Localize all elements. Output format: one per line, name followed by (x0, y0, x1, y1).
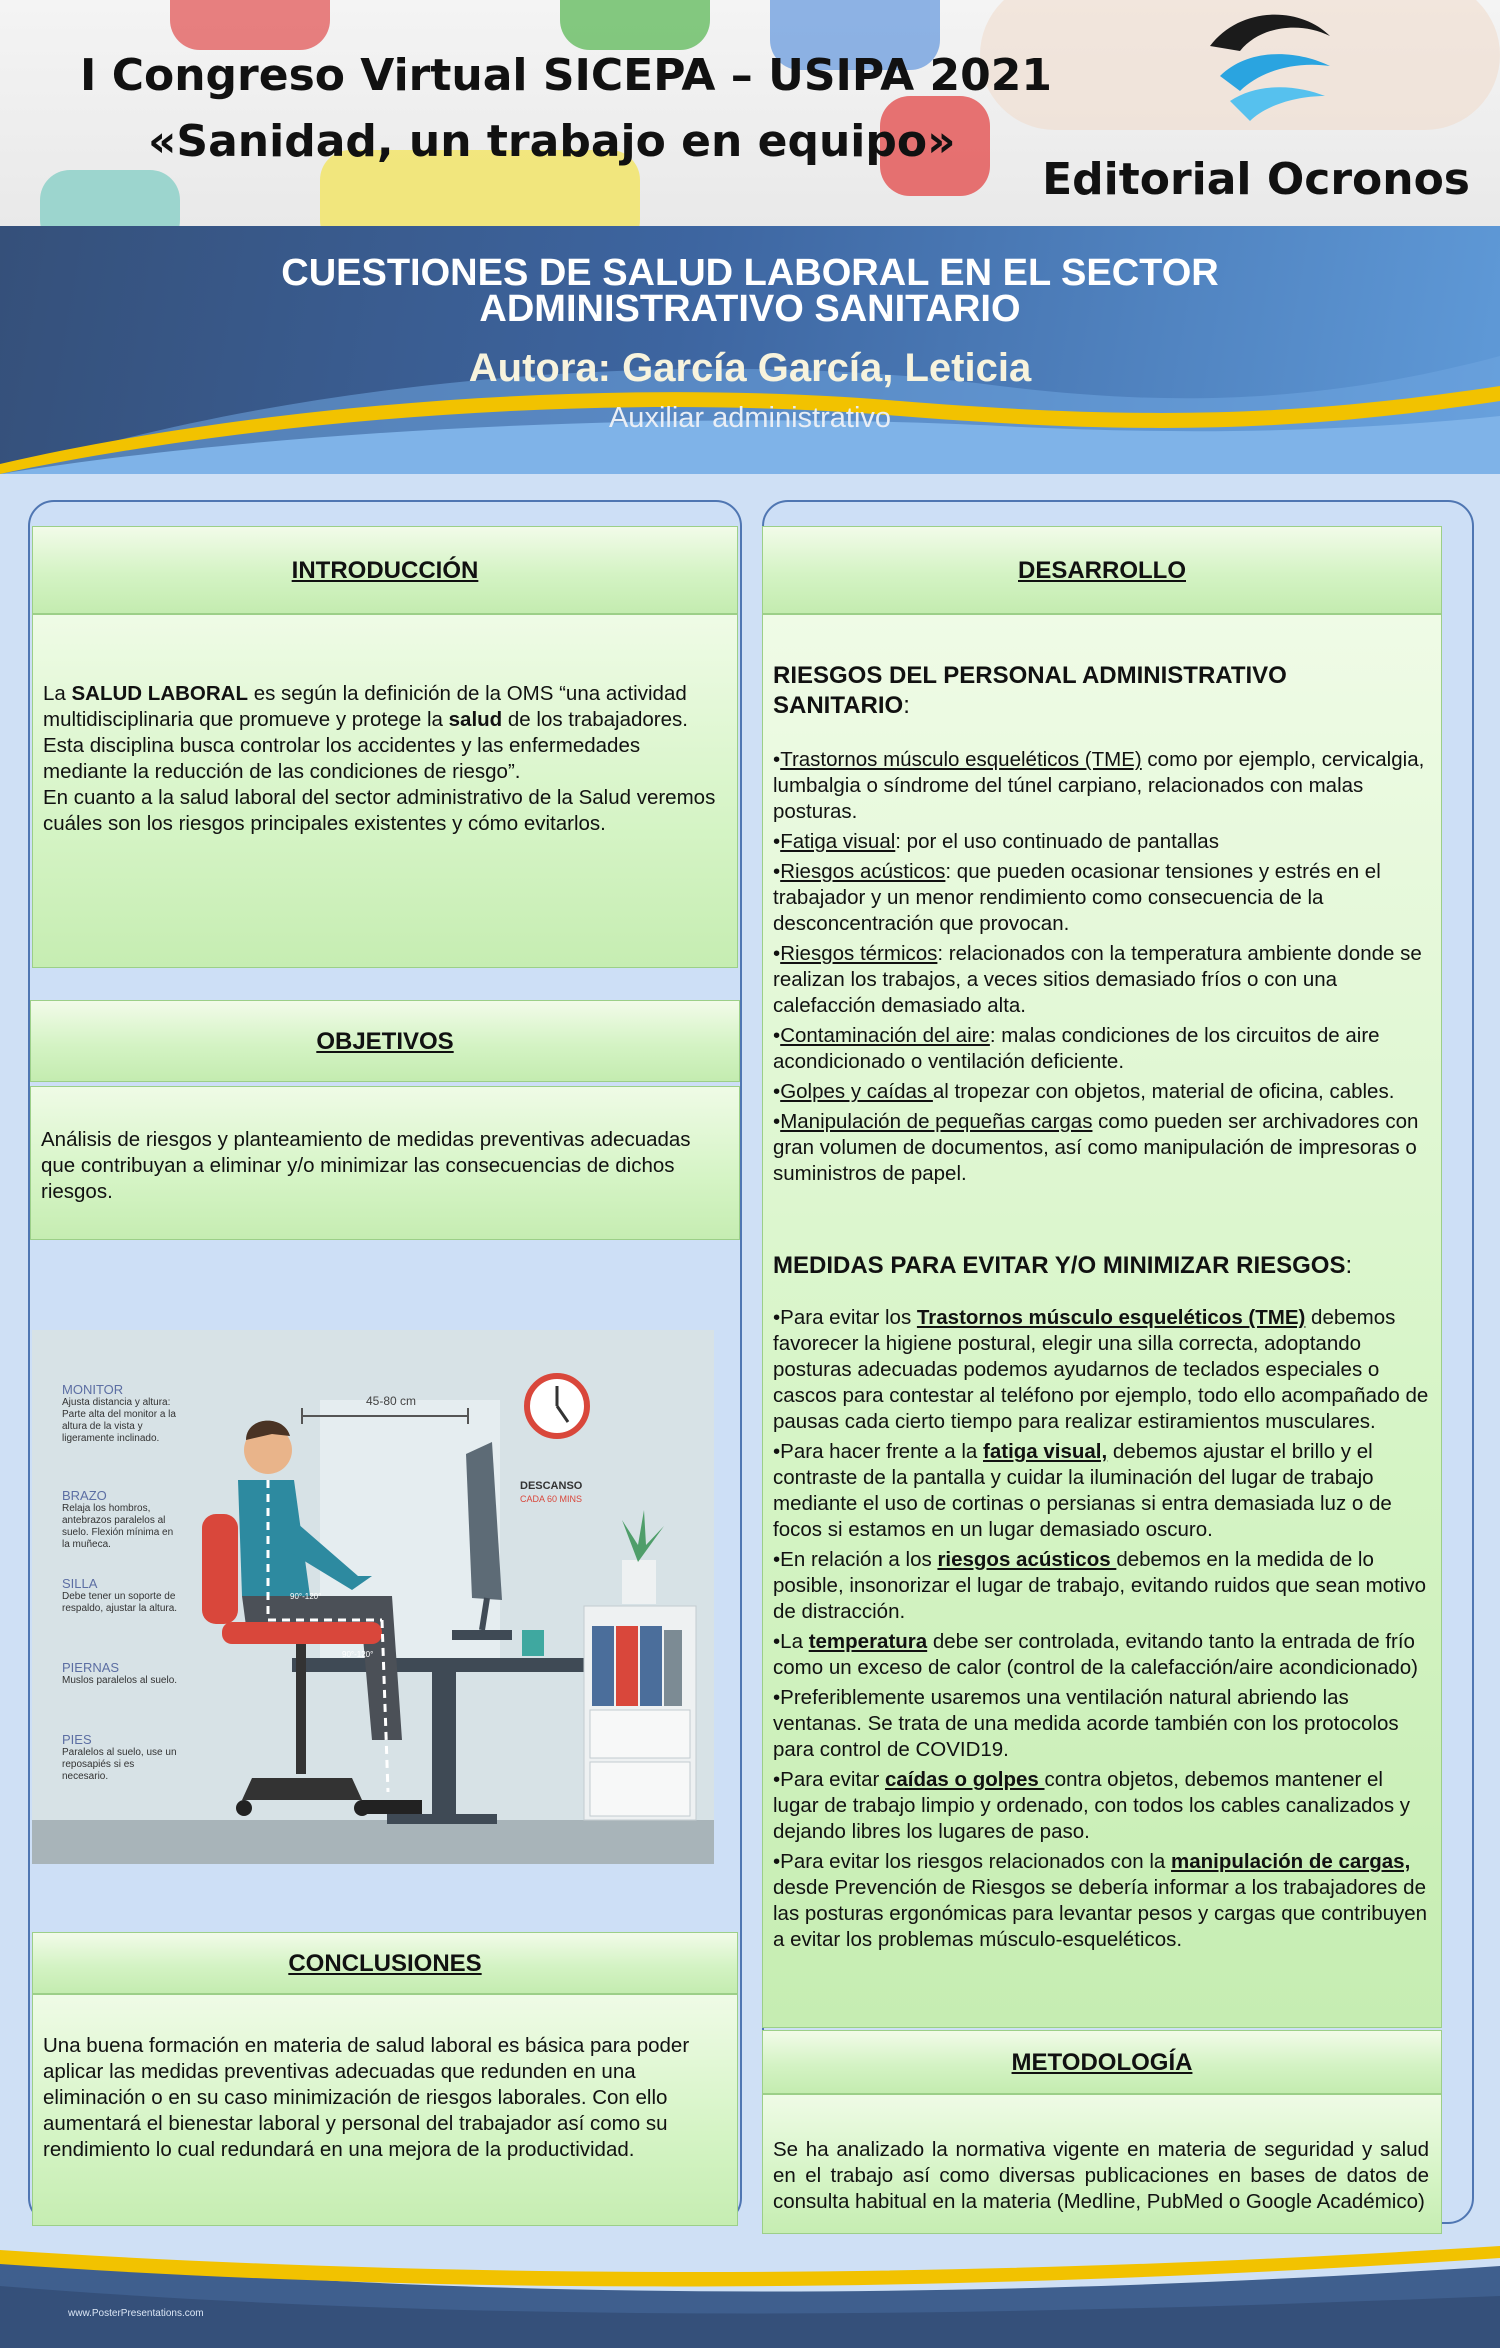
break-label: DESCANSO (520, 1480, 583, 1492)
riesgo-item: •Fatiga visual: por el uso continuado de pantallas (773, 830, 1219, 853)
riesgo-item: •Riesgos acústicos: que pueden ocasionar tensiones y estrés en el trabajador y un menor rendimiento como consecuencia de la desconcentración que provocan. (773, 860, 1381, 935)
puzzle-piece-teal (40, 170, 180, 226)
medida-pre: •Para hacer frente a la (773, 1440, 984, 1463)
medida-term: fatiga visual, (983, 1440, 1108, 1463)
conclusiones-heading-text: CONCLUSIONES (288, 1950, 482, 1977)
medida-term: Trastornos músculo esqueléticos (TME) (916, 1306, 1306, 1329)
puzzle-piece-green (560, 0, 710, 50)
medida-term: riesgos acústicos (937, 1548, 1117, 1571)
medida-item (773, 1767, 1429, 1845)
conclusiones-heading (32, 1932, 738, 1994)
medida-pre: •La (773, 1630, 809, 1653)
medida-item (773, 1439, 1429, 1543)
riesgos-title: RIESGOS DEL PERSONAL ADMINISTRATIVO SANITARIO: (773, 662, 1287, 719)
introduccion-body (32, 614, 738, 968)
medida-post: debemos ajustar el brillo y el contraste de la pantalla y cuidar la iluminación del lugar de trabajo mediante el uso de cortinas o persianas si entra demasiada luz o de focos si estamos en un lugar demasiado oscuro. (773, 1440, 1392, 1541)
ergo-item-brazo (62, 1488, 182, 1551)
medida-pre: •En relación a los (773, 1548, 938, 1571)
ergo-item-title: BRAZO (62, 1488, 107, 1503)
riesgo-text: como pueden ser archivadores con gran volumen de documentos, así como manipulación de impresoras o suministros de papel. (773, 1110, 1419, 1185)
author-role: Auxiliar administrativo (608, 402, 892, 434)
ergo-item-silla (62, 1576, 182, 1615)
author-name: Autora: García García, Leticia (468, 346, 1032, 390)
metodologia-heading (762, 2030, 1442, 2094)
publisher-name: Editorial Ocronos (1042, 154, 1470, 205)
objetivos-body (30, 1086, 740, 1240)
riesgo-term: Contaminación del aire (780, 1024, 990, 1047)
intro-text-c: es según la definición de la OMS “una actividad multidisciplinaria que promueve y protege la (43, 682, 687, 731)
header (0, 0, 1500, 226)
ergonomics-illustration (32, 1330, 714, 1864)
intro-text-a: La (43, 682, 72, 705)
riesgo-text: como por ejemplo, cervicalgia, lumbalgia o síndrome del túnel carpiano, relacionados con malas posturas. (773, 748, 1425, 823)
ergo-item-monitor (62, 1382, 182, 1445)
riesgo-item: •Trastornos músculo esqueléticos (TME) como por ejemplo, cervicalgia, lumbalgia o síndrome del túnel carpiano, relacionados con malas posturas. (773, 748, 1425, 823)
angle-knee-label: 90°-120° (342, 1650, 374, 1659)
ergo-item-title: PIES (62, 1732, 92, 1747)
distance-label: 45-80 cm (366, 1394, 417, 1408)
riesgos-title-text: RIESGOS DEL PERSONAL ADMINISTRATIVO SANITARIO (773, 662, 1287, 719)
desarrollo-body (762, 614, 1442, 2028)
objetivos-heading-text: OBJETIVOS (316, 1028, 454, 1055)
metodologia-text: Se ha analizado la normativa vigente en materia de seguridad y salud en el trabajo así como diversas publicaciones en bases de datos de consulta habitual en la materia (Medline, PubMed o Google Académico) (773, 2138, 1429, 2213)
riesgo-term: Manipulación de pequeñas cargas (780, 1110, 1093, 1133)
riesgo-term: Fatiga visual (780, 830, 896, 853)
medidas-title: MEDIDAS PARA EVITAR Y/O MINIMIZAR RIESGOS: (773, 1252, 1353, 1279)
metodologia-body (762, 2094, 1442, 2234)
riesgo-text: : por el uso continuado de pantallas (895, 830, 1219, 853)
riesgo-term: Riesgos térmicos (780, 942, 938, 965)
riesgo-item: •Manipulación de pequeñas cargas como pueden ser archivadores con gran volumen de documentos, así como manipulación de impresoras o suministros de papel. (773, 1110, 1419, 1185)
objetivos-heading (30, 1000, 740, 1082)
medida-term: caídas o golpes (885, 1768, 1045, 1791)
introduccion-paragraph-1 (43, 681, 719, 785)
riesgo-text: : que pueden ocasionar tensiones y estrés en el trabajador y un menor rendimiento como consecuencia de la desconcentración que provocan. (773, 860, 1381, 935)
intro-term-salud: salud (448, 708, 503, 731)
medida-post: debemos favorecer la higiene postural, elegir una silla correcta, adoptando posturas adecuadas podemos ayudarnos de teclados especiales o cascos para contestar al teléfono por ejemplo, todo ello acompañado de pausas cada cierto tiempo para realizar estiramientos musculares. (773, 1306, 1429, 1433)
medida-term: temperatura (808, 1630, 928, 1653)
ergo-item-text: Ajusta distancia y altura: Parte alta del monitor a la altura de la vista y ligeramente inclinado. (62, 1397, 176, 1444)
riesgo-text: al tropezar con objetos, material de oficina, cables. (932, 1080, 1395, 1103)
ergo-item-title: SILLA (62, 1576, 98, 1591)
angle-arm-label: 90°-120° (290, 1592, 322, 1601)
ergo-item-piernas (62, 1660, 182, 1687)
medida-pre: •Para evitar los riesgos relacionados con la (773, 1850, 1172, 1873)
riesgo-item: •Golpes y caídas al tropezar con objetos, material de oficina, cables. (773, 1080, 1395, 1103)
desarrollo-heading (762, 526, 1442, 614)
medida-item (773, 1547, 1429, 1625)
congress-title: I Congreso Virtual SICEPA – USIPA 2021 (80, 50, 1052, 101)
introduccion-heading (32, 526, 738, 614)
metodologia-heading-text: METODOLOGÍA (1011, 2049, 1193, 2076)
medida-pre: •Para evitar los (773, 1306, 917, 1329)
title-banner (0, 226, 1500, 474)
poster-title-line1: CUESTIONES DE SALUD LABORAL EN EL SECTOR (281, 252, 1219, 294)
introduccion-heading-text: INTRODUCCIÓN (291, 557, 479, 584)
riesgo-text: : relacionados con la temperatura ambiente donde se realizan los trabajos, a veces sitios demasiado fríos o con una calefacción demasiado alta. (773, 942, 1422, 1017)
ergo-item-text: Muslos paralelos al suelo. (62, 1675, 178, 1686)
ergo-item-text: Relaja los hombros, antebrazos paralelos al suelo. Flexión mínima en la muñeca. (62, 1503, 174, 1550)
desarrollo-heading-text: DESARROLLO (1018, 557, 1186, 584)
riesgo-term: Riesgos acústicos (780, 860, 946, 883)
intro-term-salud-laboral: SALUD LABORAL (71, 682, 249, 705)
ergo-item-text: Paralelos al suelo, use un reposapiés si es necesario. (62, 1747, 177, 1782)
medida-item (773, 1629, 1429, 1681)
medida-term: manipulación de cargas, (1171, 1850, 1411, 1873)
medida-item (773, 1685, 1429, 1763)
footer-site: www.PosterPresentations.com (68, 2308, 204, 2319)
riesgo-item: •Riesgos térmicos: relacionados con la temperatura ambiente donde se realizan los trabajos, a veces sitios demasiado fríos o con una calefacción demasiado alta. (773, 942, 1422, 1017)
footer-wave (0, 2236, 1500, 2348)
objetivos-text: Análisis de riesgos y planteamiento de medidas preventivas adecuadas que contribuyan a eliminar y/o minimizar las consecuencias de dichos riesgos. (41, 1128, 691, 1203)
riesgo-term: Trastornos músculo esqueléticos (TME) (780, 748, 1142, 771)
ergo-item-title: MONITOR (62, 1382, 124, 1397)
ergo-item-pies (62, 1732, 182, 1783)
poster-title-line2: ADMINISTRATIVO SANITARIO (479, 288, 1021, 330)
medida-item (773, 1849, 1429, 1953)
conclusiones-body (32, 1994, 738, 2226)
break-detail: CADA 60 MINS (520, 1494, 583, 1504)
ergo-item-title: PIERNAS (62, 1660, 120, 1675)
medida-post: debemos en la medida de lo posible, insonorizar el lugar de trabajo, evitando ruidos que sean motivo de distracción. (773, 1548, 1426, 1623)
congress-motto: «Sanidad, un trabajo en equipo» (148, 116, 956, 167)
puzzle-piece-red (170, 0, 330, 50)
medida-pre: •Preferiblemente usaremos una ventilación natural abriendo las ventanas. Se trata de una medida acorde también con los protocolos para control de COVID19. (773, 1686, 1399, 1761)
medidas-title-text: MEDIDAS PARA EVITAR Y/O MINIMIZAR RIESGOS (773, 1252, 1346, 1279)
medida-post: desde Prevención de Riesgos se debería informar a los trabajadores de las posturas ergonómicas para levantar pesos y cargas que contribuyen a evitar los problemas músculo-esqueléticos. (773, 1876, 1428, 1951)
medida-post: debe ser controlada, evitando tanto la entrada de frío como un exceso de calor (control de la calefacción/aire acondicionado) (773, 1630, 1418, 1679)
medida-item (773, 1305, 1429, 1435)
riesgo-text: : malas condiciones de los circuitos de aire acondicionado o ventilación deficiente. (773, 1024, 1380, 1073)
intro-text-e: de los trabajadores. Esta disciplina busca controlar los accidentes y las enfermedades mediante la reducción de las condiciones de riesgo”. (43, 708, 688, 783)
introduccion-paragraph-2: En cuanto a la salud laboral del sector administrativo de la Salud veremos cuáles son los riesgos principales existentes y cómo evitarlos. (43, 786, 716, 835)
riesgo-term: Golpes y caídas (780, 1080, 933, 1103)
medida-post: contra objetos, debemos mantener el lugar de trabajo limpio y ordenado, con todos los cables canalizados y dejando libres los lugares de paso. (773, 1768, 1411, 1843)
riesgo-item: •Contaminación del aire: malas condiciones de los circuitos de aire acondicionado o ventilación deficiente. (773, 1024, 1380, 1073)
medida-pre: •Para evitar (773, 1768, 885, 1791)
conclusiones-text: Una buena formación en materia de salud laboral es básica para poder aplicar las medidas preventivas adecuadas que redunden en una eliminación o en su caso minimización de riesgos laborales. Con ello aumentará el bienestar laboral y personal del trabajador así como su rendimiento lo cual redundará en una mejora de la productividad. (43, 2034, 690, 2161)
ergo-item-text: Debe tener un soporte de respaldo, ajustar la altura. (62, 1591, 178, 1614)
ocronos-logo-icon (1200, 6, 1340, 136)
